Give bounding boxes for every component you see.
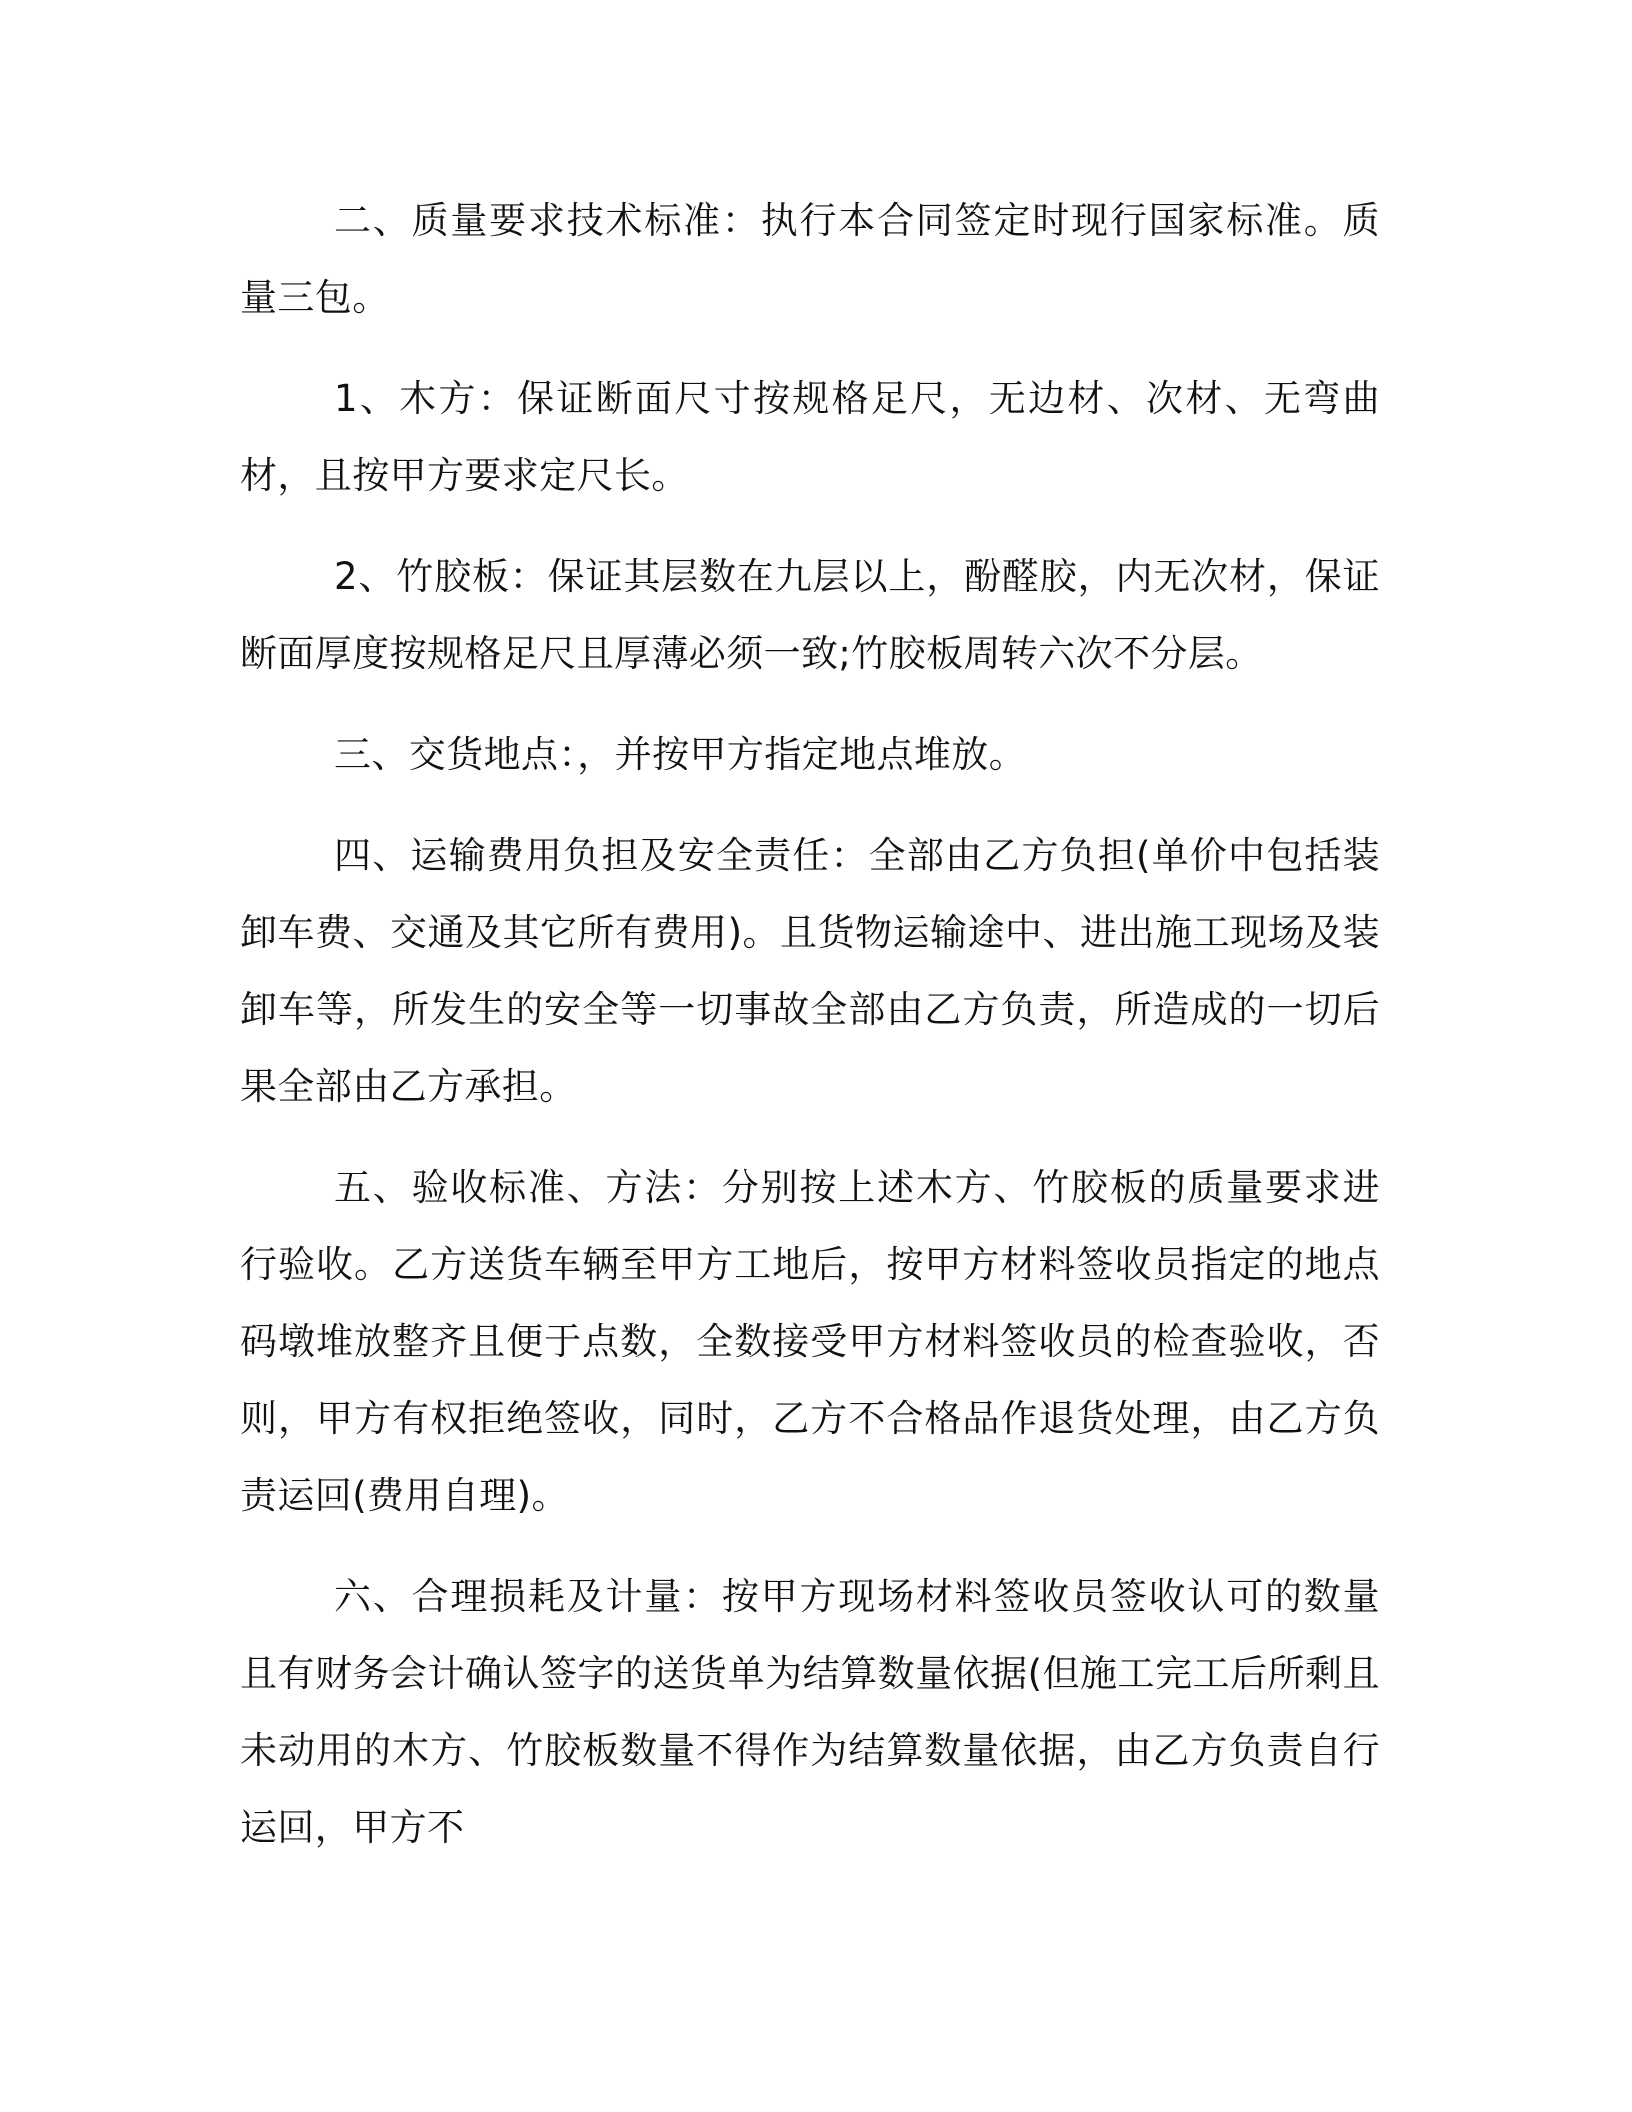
paragraph-transport-responsibility: 四、运输费用负担及安全责任：全部由乙方负担(单价中包括装卸车费、交通及其它所有费用)。且货物运输途中、进出施工现场及装卸车等，所发生的安全等一切事故全部由乙方负责，所造成的一切后果全部由乙方承担。	[240, 834, 1380, 1108]
paragraph-quality-standard: 二、质量要求技术标准：执行本合同签定时现行国家标准。质量三包。	[240, 199, 1380, 319]
paragraph-loss-and-measurement: 六、合理损耗及计量：按甲方现场材料签收员签收认可的数量且有财务会计确认签字的送货单为结算数量依据(但施工完工后所剩且未动用的木方、竹胶板数量不得作为结算数量依据，由乙方负责自行运回，甲方不	[240, 1575, 1380, 1849]
paragraph-timber-requirements: 1、木方：保证断面尺寸按规格足尺，无边材、次材、无弯曲材，且按甲方要求定尺长。	[240, 377, 1380, 497]
document-body	[240, 182, 1380, 1890]
paragraph-acceptance-method: 五、验收标准、方法：分别按上述木方、竹胶板的质量要求进行验收。乙方送货车辆至甲方工地后，按甲方材料签收员指定的地点码墩堆放整齐且便于点数，全数接受甲方材料签收员的检查验收，否则，甲方有权拒绝签收，同时，乙方不合格品作退货处理，由乙方负责运回(费用自理)。	[240, 1166, 1380, 1517]
paragraph-delivery-location: 三、交货地点：，并按甲方指定地点堆放。	[334, 733, 1027, 776]
paragraph-bamboo-plywood-requirements: 2、竹胶板：保证其层数在九层以上，酚醛胶，内无次材，保证断面厚度按规格足尺且厚薄必须一致;竹胶板周转六次不分层。	[240, 555, 1380, 675]
